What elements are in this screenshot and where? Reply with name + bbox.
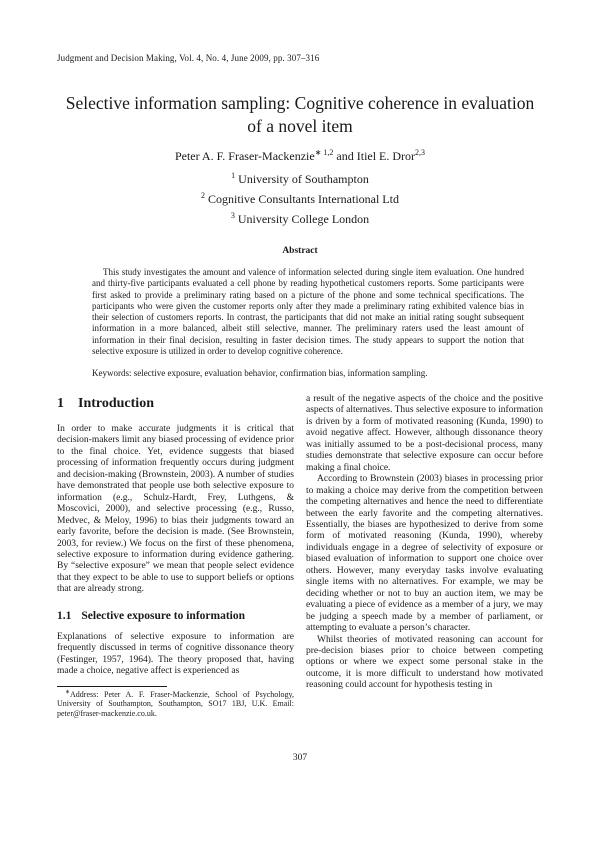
paper-title [40, 92, 560, 138]
keywords-line [92, 368, 524, 379]
footnote-body: Address: Peter A. F. Fraser-Mackenzie, School of Psychology, University of Southampton, Southampton, SO17 1BJ, U.K. Email: peter@fraser-mackenzie.co.uk. [57, 689, 294, 719]
section-title: Introduction [78, 396, 154, 411]
right-column [306, 394, 543, 719]
keywords-label: Keywords: [92, 368, 134, 378]
affiliations-list [0, 169, 600, 229]
author-2-name: Itiel E. Dror [356, 149, 416, 163]
affiliation-3-superscript: 3 [230, 211, 235, 220]
affiliation-2-superscript: 2 [201, 191, 205, 200]
journal-header: Judgment and Decision Making, Vol. 4, No. 4, June 2009, pp. 307–316 [57, 53, 320, 63]
right-paragraph-3: Whilst theories of motivated reasoning can account for pre-decision biases prior to choice between competing options or where we expect some personal stake in the outcome, it is more difficult to understand how motivated reasoning could account for hypothesis testing in [306, 634, 543, 691]
subsection-heading-selective-exposure [57, 610, 294, 622]
affiliation-3 [0, 209, 600, 229]
right-paragraph-2: According to Brownstein (2003) biases in processing prior to making a choice may derive from the competition between the competing alternatives and hence the need to differentiate between the early favorite and the competing alternatives. Essentially, the biases are hypothesized to derive from some form of motivated reasoning (Kunda, 1990), whereby individuals engage in a degree of selectivity of exposure or biased evaluation of information to support one choice over others. However, many everyday tasks involve evaluating single items with no alternatives. For example, we may be deciding whether or not to buy an auction item, we may be evaluating a piece of evidence as a member of a jury, we may be judging a speech made by a member of parliament, or attempting to evaluate a person’s character. [306, 474, 543, 634]
subsection-paragraph-1: Explanations of selective exposure to information are frequently discussed in terms of cognitive dissonance theory (Festinger, 1957, 1964). The theory proposed that, having made a choice, negative affect is experienced as [57, 631, 294, 677]
paper-title-line2: of a novel item [247, 116, 353, 136]
section-number: 1 [57, 396, 64, 411]
author-2-superscript: 2,3 [415, 148, 426, 157]
paper-title-line1: Selective information sampling: Cognitive coherence in evaluation [65, 93, 535, 113]
left-column [57, 394, 294, 719]
footnote-block [57, 686, 294, 719]
two-column-body [57, 394, 543, 719]
subsection-number: 1.1 [57, 609, 72, 622]
footnote-rule [57, 686, 167, 687]
authors-separator: and [333, 149, 357, 163]
affiliation-3-name: University College London [234, 212, 370, 226]
abstract-body [92, 267, 524, 357]
author-1-name: Peter A. F. Fraser-Mackenzie [174, 149, 315, 163]
affiliation-1-name: University of Southampton [235, 172, 369, 186]
footnote-marker: ∗ [65, 688, 71, 695]
intro-paragraph-1: In order to make accurate judgments it is critical that decision-makers limit any biased processing of evidence prior to the final choice. Yet, evidence suggests that biased processing of information frequently occurs during judgment and decision-making (Brownstein, 2003). A number of studies have demonstrated that people use both selective exposure to information (e.g., Schulz-Hardt, Frey, Luthgens, & Moscovici, 2000), and selective processing (e.g., Russo, Medvec, & Meloy, 1996) to bias their judgments toward an early favorite, before the decision is made. (See Brownstein, 2003, for review.) We focus on the first of these phenomena, selective exposure to information during evidence gathering. By “selective exposure” we mean that people select evidence that they expect to be able to use to support beliefs or options that are already strong. [57, 424, 294, 595]
authors-line [0, 149, 600, 164]
affiliation-2-name: Cognitive Consultants International Ltd [205, 192, 399, 206]
author-1-superscript: ∗ 1,2 [314, 148, 334, 157]
abstract-heading: Abstract [282, 246, 318, 256]
footnote-text [57, 690, 294, 719]
affiliation-1-superscript: 1 [231, 171, 236, 180]
affiliation-1 [0, 169, 600, 189]
abstract-paragraph: This study investigates the amount and valence of information selected during single item evaluation. One hundred and thirty-five participants evaluated a cell phone by reading hypothetical customers reports. Some participants were first asked to provide a preliminary rating based on a picture of the phone and some technical specifications. The participants who were given the customer reports only after they made a preliminary rating exhibited valence bias in their selection of customers reports. In contrast, the participants that did not make an initial rating sought subsequent information in a more balanced, albeit still selective, manner. The preliminary raters used the least amount of information in their final decision, resulting in faster decision times. The study appears to support the notion that selective exposure is utilized in order to develop cognitive coherence. [92, 267, 524, 357]
page-number: 307 [292, 753, 308, 763]
affiliation-2 [0, 189, 600, 209]
keywords-text: selective exposure, evaluation behavior, confirmation bias, information sampling. [133, 368, 428, 378]
section-heading-introduction [57, 396, 294, 412]
subsection-title: Selective exposure to information [81, 609, 246, 622]
right-paragraph-1: a result of the negative aspects of the choice and the positive aspects of alternatives. Thus selective exposure to information is driven by a form of motivated reasoning (Kunda, 1990) to avoid negative affect. However, although dissonance theory was initially assumed to be a post-decisional process, many studies demonstrate that selective exposure can occur before making a final choice. [306, 394, 543, 473]
